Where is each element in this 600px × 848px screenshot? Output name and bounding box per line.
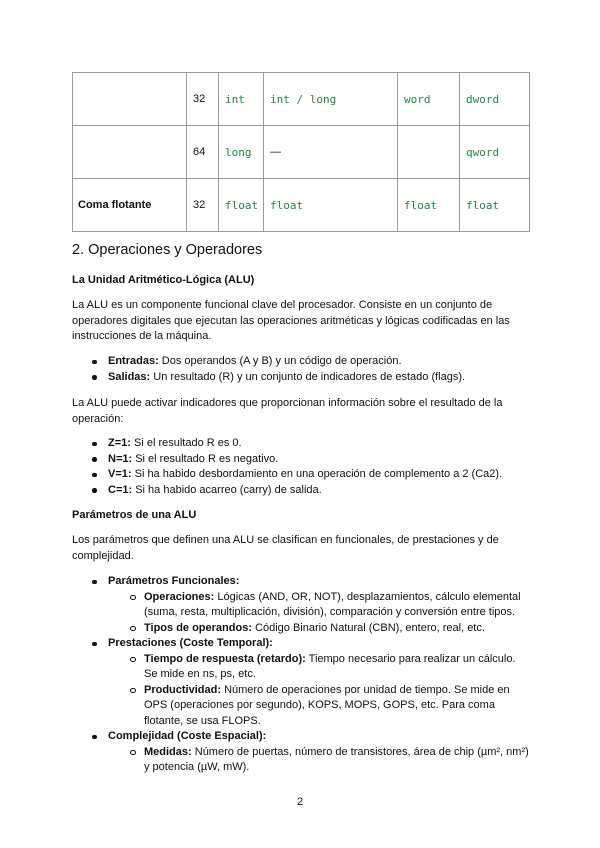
sub-list [108,590,530,637]
sub-list-item [108,652,530,683]
table-cell-code: int / long [264,73,398,126]
table-cell-code: long [219,126,264,179]
list-item-term: Z=1: [108,437,131,449]
sub-list [108,745,530,776]
alu-heading: La Unidad Aritmético-Lógica (ALU) [72,274,255,286]
table-cell-code: dword [460,73,530,126]
sub-list-item [108,683,530,730]
table-cell-code: float [219,179,264,232]
list-item [72,452,530,468]
list-item-text: Número de operaciones por unidad de tiempo. Se mide en OPS (operaciones por segundo), KOPS, MOPS, GOPS, etc. Para coma flotante, se usa FLOPS. [144,683,510,727]
list-item-term: Productividad: [144,683,222,696]
table-cell-code: float [398,179,460,232]
table-row [73,179,530,232]
list-item-text: Lógicas (AND, OR, NOT), desplazamientos, cálculo elemental (suma, resta, multiplicación, división), comparación y conversión entre tipos. [144,590,521,618]
list-item [72,574,530,636]
table-cell-code: int [219,73,264,126]
list-item [72,436,530,452]
table-cell-code: float [264,179,398,232]
list-item-text: Código Binario Natural (CBN), entero, real, etc. [251,621,485,634]
table-cell-code: word [398,73,460,126]
list-item-term: Salidas: [108,370,151,383]
table-cell-code: qword [460,126,530,179]
list-item [72,370,530,386]
list-item-text: Si ha habido acarreo (carry) de salida. [132,483,322,496]
list-item [72,729,530,776]
sub-list-item [108,745,530,776]
list-item-text: Dos operandos (A y B) y un código de operación. [158,355,402,367]
table-cell-code [398,126,460,179]
table-row [73,73,530,126]
table-cell-bits: 64 [187,126,219,179]
io-list [72,354,530,385]
list-item-text: Si el resultado R es negativo. [132,452,279,465]
list-item [72,636,530,729]
list-item-text: Si el resultado R es 0. [130,437,242,449]
list-item-term: Entradas: [108,355,159,367]
table-row [73,126,530,179]
params-list [72,574,530,776]
table-cell-type [73,126,187,179]
list-item-text: Si ha habido desbordamiento en una operación de complemento a 2 (Ca2). [131,468,503,480]
table-cell-code: float [460,179,530,232]
list-item-term: Tiempo de respuesta (retardo): [144,652,306,665]
list-item [72,483,530,499]
table-cell-code: — [264,126,398,179]
table-cell-type: Coma flotante [73,179,187,232]
list-item-title: Complejidad (Coste Espacial): [108,730,267,742]
table-cell-bits: 32 [187,179,219,232]
section-title: 2. Operaciones y Operadores [72,242,263,258]
flags-paragraph: La ALU puede activar indicadores que proporcionan información sobre el resultado de la operación: [72,397,503,425]
list-item-term: V=1: [108,468,132,480]
table-cell-type [73,73,187,126]
sub-list-item [108,590,530,621]
list-item-text: Número de puertas, número de transistores, área de chip (µm², nm²) y potencia (µW, mW). [144,745,529,773]
list-item-text: Un resultado (R) y un conjunto de indicadores de estado (flags). [150,370,466,383]
page-number: 2 [296,796,304,808]
list-item-term: Tipos de operandos: [144,621,252,634]
list-item-term: C=1: [108,483,133,496]
params-paragraph: Los parámetros que definen una ALU se clasifican en funcionales, de prestaciones y de complejidad. [72,534,499,562]
alu-paragraph: La ALU es un componente funcional clave del procesador. Consiste en un conjunto de operadores digitales que ejecutan las operaciones aritméticas y lógicas codificadas en las instrucciones de la máquina. [72,299,510,342]
flags-list [72,436,530,498]
list-item-title: Prestaciones (Coste Temporal): [108,637,273,649]
table-cell-bits: 32 [187,73,219,126]
list-item [72,467,530,483]
list-item-title: Parámetros Funcionales: [108,575,240,587]
list-item [72,354,530,370]
list-item-term: Medidas: [144,745,192,758]
list-item-text: Tiempo necesario para realizar un cálculo. Se mide en ns, ps, etc. [144,652,516,680]
sub-list-item [108,621,530,637]
sub-list [108,652,530,730]
list-item-term: Operaciones: [144,590,215,603]
data-types-table [72,72,530,232]
list-item-term: N=1: [108,452,133,465]
params-heading: Parámetros de una ALU [72,509,197,521]
